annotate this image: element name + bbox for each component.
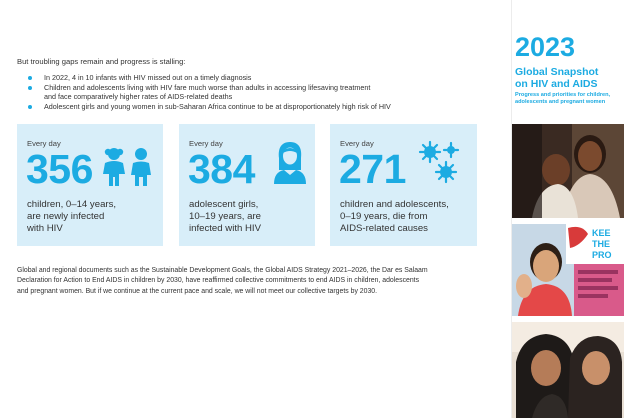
stat-card-deaths (330, 124, 477, 246)
stat-value: 271 (339, 146, 406, 192)
stat-card-children (17, 124, 163, 246)
bullet-dot (28, 76, 32, 80)
mother-child-photo (512, 124, 624, 218)
stat-card-girls (179, 124, 315, 246)
children-icon (100, 146, 156, 188)
cover-subtitle: Progress and priorities for children, adolescents and pregnant women (515, 92, 611, 105)
intro-text: But troubling gaps remain and progress is stalling: (17, 57, 186, 66)
girl-icon (271, 140, 309, 186)
stat-value: 356 (26, 146, 93, 192)
banner-text: KEE THE PRO (592, 228, 612, 260)
bullet-list (28, 73, 468, 111)
stat-label: Every day (189, 139, 223, 148)
cover-title: Global Snapshot on HIV and AIDS (515, 66, 599, 90)
report-cover (512, 0, 624, 418)
bullet-dot (28, 105, 32, 109)
body-paragraph: Global and regional documents such as the Sustainable Development Goals, the Global AIDS Strategy 2021–2026, the Dar es Salaam Declaration for Action to End AIDS in children by 2030, have reaffirmed collective commitments to end AIDS in children, adolescents and pregnant women. But if we continue at the current pace and scale, we will not meet our collective targets by 2030. (17, 267, 428, 295)
two-girls-photo (512, 322, 624, 418)
stat-description: children and adolescents, 0–19 years, die from AIDS-related causes (340, 199, 449, 234)
cover-year: 2023 (515, 32, 576, 62)
bullet-item: Adolescent girls and young women in sub-Saharan Africa continue to be at disproportionately high risk of HIV (28, 102, 468, 111)
bullet-item: In 2022, 4 in 10 infants with HIV missed out on a timely diagnosis (28, 73, 468, 82)
bullet-item: Children and adolescents living with HIV fare much worse than adults in accessing lifesaving treatment and face comparatively higher rates of AIDS-related deaths (28, 83, 468, 101)
stat-description: children, 0–14 years, are newly infected with HIV (27, 199, 117, 234)
virus-icon (416, 138, 464, 186)
stat-value: 384 (188, 146, 255, 192)
stat-label: Every day (27, 139, 61, 148)
stat-description: adolescent girls, 10–19 years, are infected with HIV (189, 199, 261, 234)
bullet-dot (28, 86, 32, 90)
stat-label: Every day (340, 139, 374, 148)
